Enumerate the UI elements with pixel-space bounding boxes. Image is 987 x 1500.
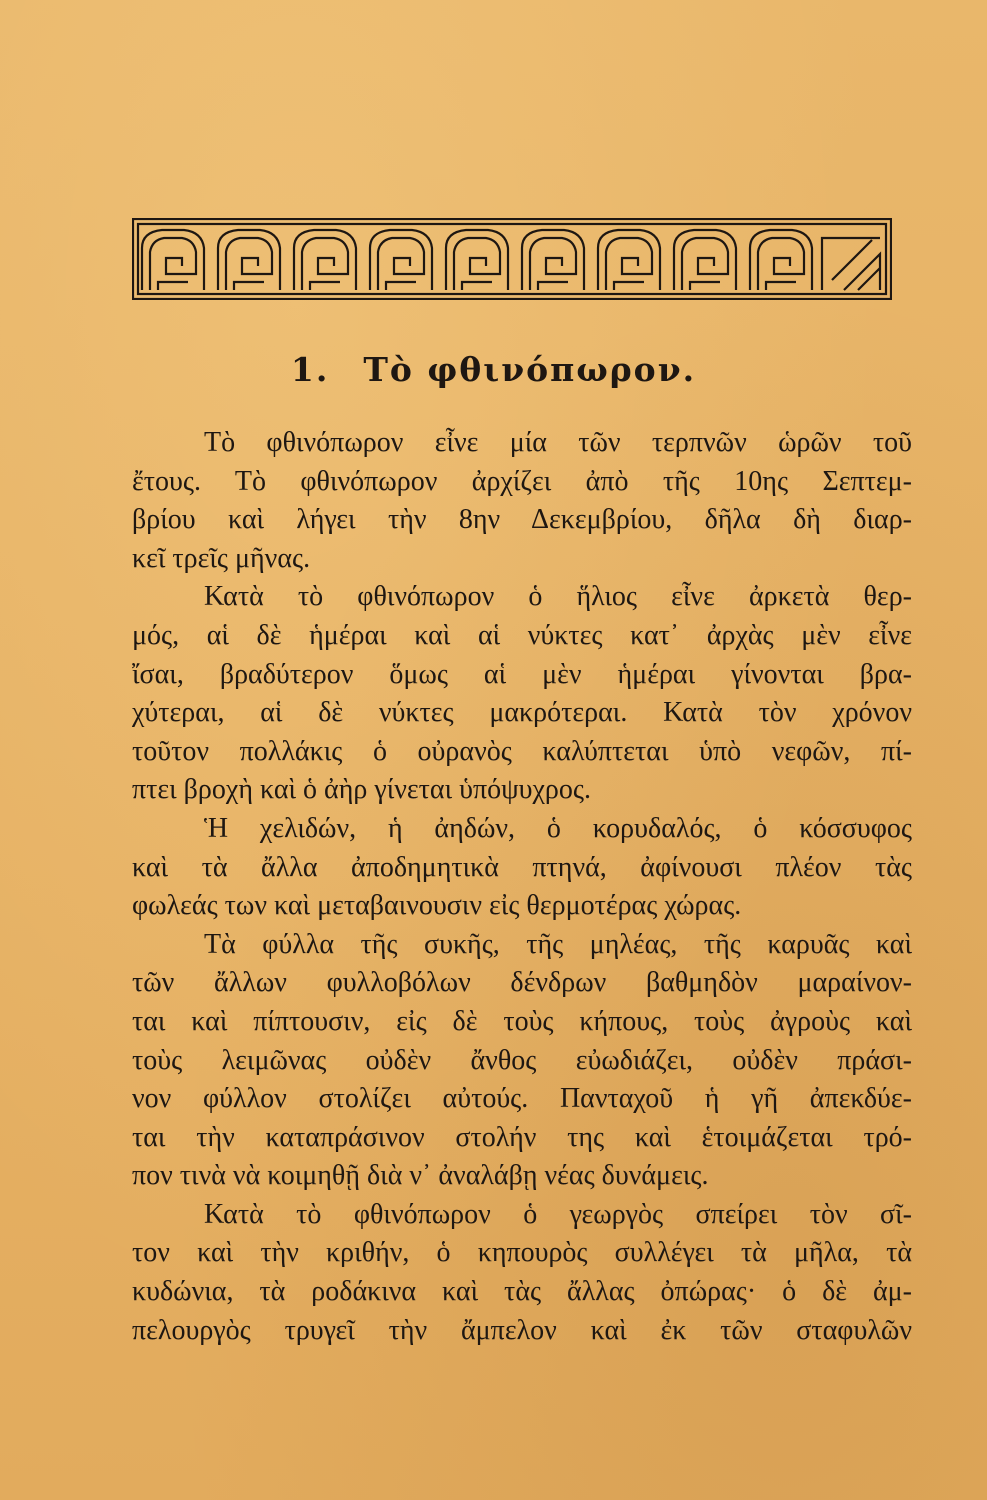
text-line: τοῦτον πολλάκις ὁ οὐρανὸς καλύπτεται ὑπὸ νεφῶν, πί- — [132, 735, 912, 767]
text-line: Τὸ φθινόπωρον εἶνε μία τῶν τερπνῶν ὡρῶν τοῦ — [204, 427, 912, 458]
text-line: πτει βροχὴ καὶ ὁ ἀὴρ γίνεται ὑπόψυχρος. — [132, 774, 591, 806]
text-line: κεῖ τρεῖς μῆνας. — [132, 542, 311, 574]
paragraph-5 — [132, 1196, 912, 1350]
text-line: ἴσαι, βραδύτερον ὅμως αἱ μὲν ἡμέραι γίνονται βρα- — [132, 658, 912, 690]
text-line: τῶν ἄλλων φυλλοβόλων δένδρων βαθμηδὸν μαραίνον- — [132, 967, 912, 999]
text-line: χύτεραι, αἱ δὲ νύκτες μακρότεραι. Κατὰ τὸν χρόνον — [132, 697, 912, 729]
paragraph-1 — [132, 424, 912, 578]
body-text — [132, 424, 912, 1350]
greek-key-ornament — [132, 218, 892, 300]
text-line: ἔτους. Τὸ φθινόπωρον ἀρχίζει ἀπὸ τῆς 10ης Σεπτεμ- — [132, 465, 912, 497]
chapter-heading: Τὸ φθινόπωρον. — [363, 350, 697, 389]
text-line: τον καὶ τὴν κριθήν, ὁ κηπουρὸς συλλέγει τὰ μῆλα, τὰ — [132, 1237, 912, 1269]
text-line: Τὰ φύλλα τῆς συκῆς, τῆς μηλέας, τῆς καρυᾶς καὶ — [204, 928, 912, 960]
paragraph-3 — [132, 810, 912, 926]
text-line: μός, αἱ δὲ ἡμέραι καὶ αἱ νύκτες κατ᾿ ἀρχὰς μὲν εἶνε — [132, 619, 912, 651]
text-line: ται τὴν καταπράσινον στολήν της καὶ ἑτοιμάζεται τρό- — [132, 1121, 912, 1153]
text-line: καὶ τὰ ἄλλα ἀποδημητικὰ πτηνά, ἀφίνουσι πλέον τὰς — [132, 851, 912, 883]
text-line: τοὺς λειμῶνας οὐδὲν ἄνθος εὐωδιάζει, οὐδὲν πράσι- — [132, 1044, 912, 1076]
text-line: βρίου καὶ λήγει τὴν 8ην Δεκεμβρίου, δῆλα δὴ διαρ- — [132, 504, 912, 536]
text-line: φωλεάς των καὶ μεταβαινουσιν εἰς θερμοτέρας χώρας. — [132, 890, 742, 922]
paragraph-4 — [132, 926, 912, 1196]
chapter-number: 1. — [290, 350, 330, 389]
text-line: νον φύλλον στολίζει αὐτούς. Πανταχοῦ ἡ γῆ ἀπεκδύε- — [132, 1083, 912, 1115]
text-line: κυδώνια, τὰ ροδάκινα καὶ τὰς ἄλλας ὀπώρας· ὁ δὲ ἀμ- — [132, 1276, 912, 1308]
text-line: Κατὰ τὸ φθινόπωρον ὁ γεωργὸς σπείρει τὸν σῖ- — [204, 1198, 912, 1230]
text-line: Κατὰ τὸ φθινόπωρον ὁ ἥλιος εἶνε ἀρκετὰ θερ- — [204, 581, 912, 613]
text-line: πελουργὸς τρυγεῖ τὴν ἄμπελον καὶ ἐκ τῶν σταφυλῶν — [132, 1314, 912, 1346]
paragraph-2 — [132, 578, 912, 810]
text-line: πον τινὰ νὰ κοιμηθῇ διὰ ν᾿ ἀναλάβῃ νέας δυνάμεις. — [132, 1160, 709, 1192]
chapter-title — [0, 350, 987, 389]
text-line: ται καὶ πίπτουσιν, εἰς δὲ τοὺς κήπους, τοὺς ἀγροὺς καὶ — [132, 1005, 912, 1037]
text-line: Ἡ χελιδών, ἡ ἀηδών, ὁ κορυδαλός, ὁ κόσσυφος — [204, 812, 912, 844]
